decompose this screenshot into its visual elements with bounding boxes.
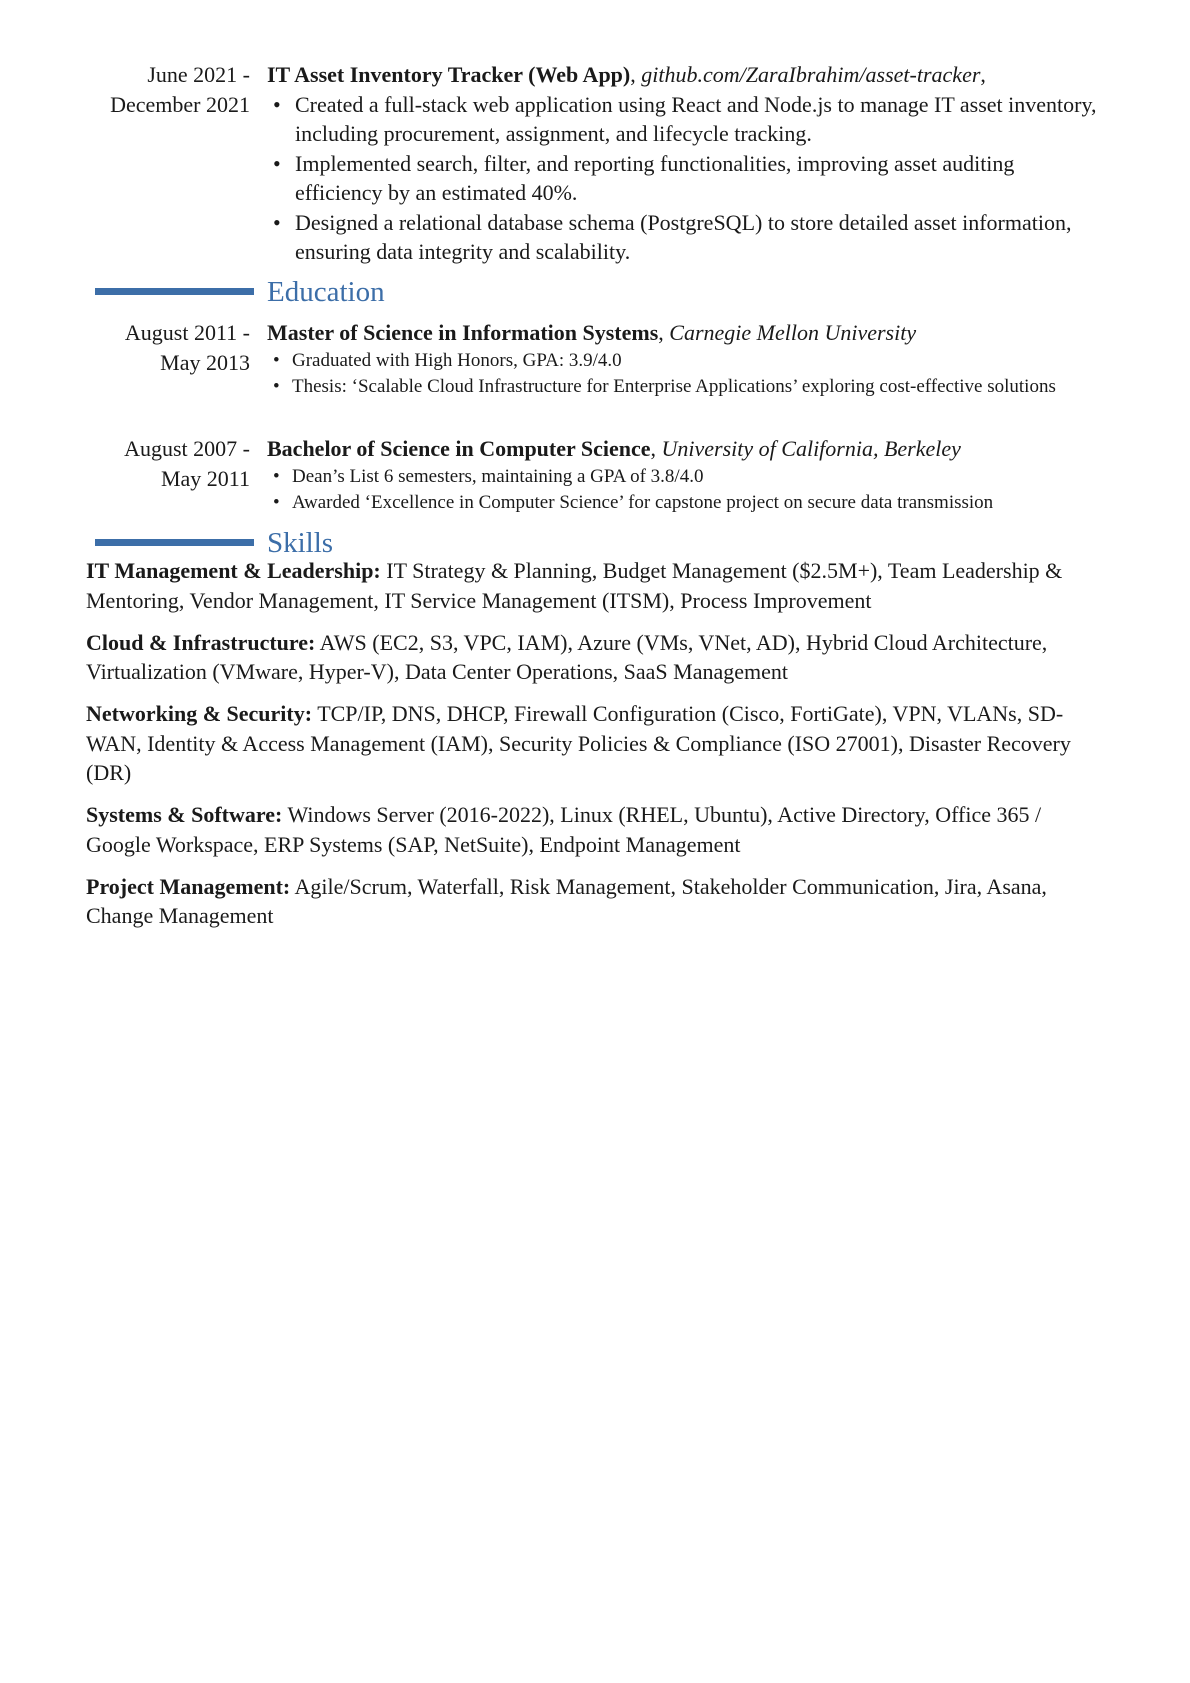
project-link[interactable]: github.com/ZaraIbrahim/asset-tracker <box>641 62 981 87</box>
degree: Bachelor of Science in Computer Science <box>267 436 651 461</box>
skill-label: Project Management: <box>86 873 291 899</box>
date-end: May 2011 <box>160 465 250 491</box>
education-entry <box>267 434 1127 517</box>
list-item: • Implemented search, filter, and reporting functionalities, improving asset auditing efficiency by an estimated 40%. <box>273 150 1015 205</box>
project-bullets <box>267 90 1097 267</box>
list-item: • Created a full-stack web application using React and Node.js to manage IT asset inventory, including procurement, assignment, and lifecycle tracking. <box>273 91 1097 146</box>
section-divider <box>95 539 254 546</box>
bullet-icon: • <box>273 465 280 487</box>
list-item: • Dean’s List 6 semesters, maintaining a GPA of 3.8/4.0 <box>267 464 1127 491</box>
school: University of California, Berkeley <box>661 436 961 461</box>
education-entry <box>267 318 1097 401</box>
degree: Master of Science in Information Systems <box>267 320 659 345</box>
skill-group <box>86 628 1096 687</box>
project-title: IT Asset Inventory Tracker (Web App) <box>267 62 631 87</box>
project-entry <box>267 60 1097 267</box>
skill-label: Cloud & Infrastructure: <box>86 629 316 655</box>
skill-items: Agile/Scrum, Waterfall, Risk Management, Stakeholder Communication, Jira, Asana, Change Management <box>86 873 1047 928</box>
section-divider <box>95 288 254 295</box>
skills-list <box>86 556 1096 943</box>
bullet-icon: • <box>273 349 280 371</box>
education-bullets <box>267 348 1097 401</box>
bullet-icon: • <box>273 209 281 235</box>
education-dates <box>60 434 250 493</box>
list-item: • Designed a relational database schema (PostgreSQL) to store detailed asset information, ensuring data integrity and scalability. <box>273 209 1072 264</box>
skill-items: IT Strategy & Planning, Budget Management ($2.5M+), Team Leadership & Mentoring, Vendor Management, IT Service Management (ITSM), Process Improvement <box>86 558 1063 613</box>
skill-group <box>86 556 1096 615</box>
date-start: August 2011 - <box>124 320 250 345</box>
section-title-skills: Skills <box>267 527 334 559</box>
skill-group <box>86 699 1096 788</box>
education-dates <box>60 318 250 377</box>
date-start: August 2007 - <box>124 436 250 461</box>
school: Carnegie Mellon University <box>669 320 917 345</box>
skill-items: AWS (EC2, S3, VPC, IAM), Azure (VMs, VNet, AD), Hybrid Cloud Architecture, Virtualization (VMware, Hyper-V), Data Center Operations, SaaS Management <box>86 629 1048 684</box>
list-item: • Thesis: ‘Scalable Cloud Infrastructure for Enterprise Applications’ exploring cost-effective solutions <box>267 374 1097 401</box>
list-item: • Awarded ‘Excellence in Computer Science’ for capstone project on secure data transmission <box>267 490 1127 517</box>
date-end: May 2013 <box>160 349 250 375</box>
skill-label: Systems & Software: <box>86 802 283 827</box>
date-start: June 2021 - <box>147 62 250 87</box>
skill-group <box>86 872 1096 931</box>
skill-label: Networking & Security: <box>86 701 313 726</box>
bullet-icon: • <box>273 91 281 117</box>
list-item: • Graduated with High Honors, GPA: 3.9/4.0 <box>267 348 1097 375</box>
bullet-icon: • <box>273 492 280 513</box>
education-bullets <box>267 464 1127 517</box>
skill-items: Windows Server (2016-2022), Linux (RHEL, Ubuntu), Active Directory, Office 365 / Google Workspace, ERP Systems (SAP, NetSuite), Endpoint Management <box>86 802 1042 857</box>
date-end: December 2021 <box>110 91 250 117</box>
bullet-icon: • <box>273 150 281 176</box>
project-heading: IT Asset Inventory Tracker (Web App), github.com/ZaraIbrahim/asset-tracker, <box>267 62 986 87</box>
bullet-icon: • <box>273 376 280 397</box>
degree-heading: Master of Science in Information Systems, Carnegie Mellon University <box>267 320 917 345</box>
skill-label: IT Management & Leadership: <box>86 558 381 583</box>
degree-heading: Bachelor of Science in Computer Science, University of California, Berkeley <box>267 436 961 461</box>
section-title-education: Education <box>267 276 385 308</box>
project-dates <box>60 60 250 119</box>
skill-items: TCP/IP, DNS, DHCP, Firewall Configuration (Cisco, FortiGate), VPN, VLANs, SD-WAN, Identity & Access Management (IAM), Security Policies & Compliance (ISO 27001), Disaster Recovery (DR) <box>86 701 1071 785</box>
skill-group <box>86 800 1096 859</box>
